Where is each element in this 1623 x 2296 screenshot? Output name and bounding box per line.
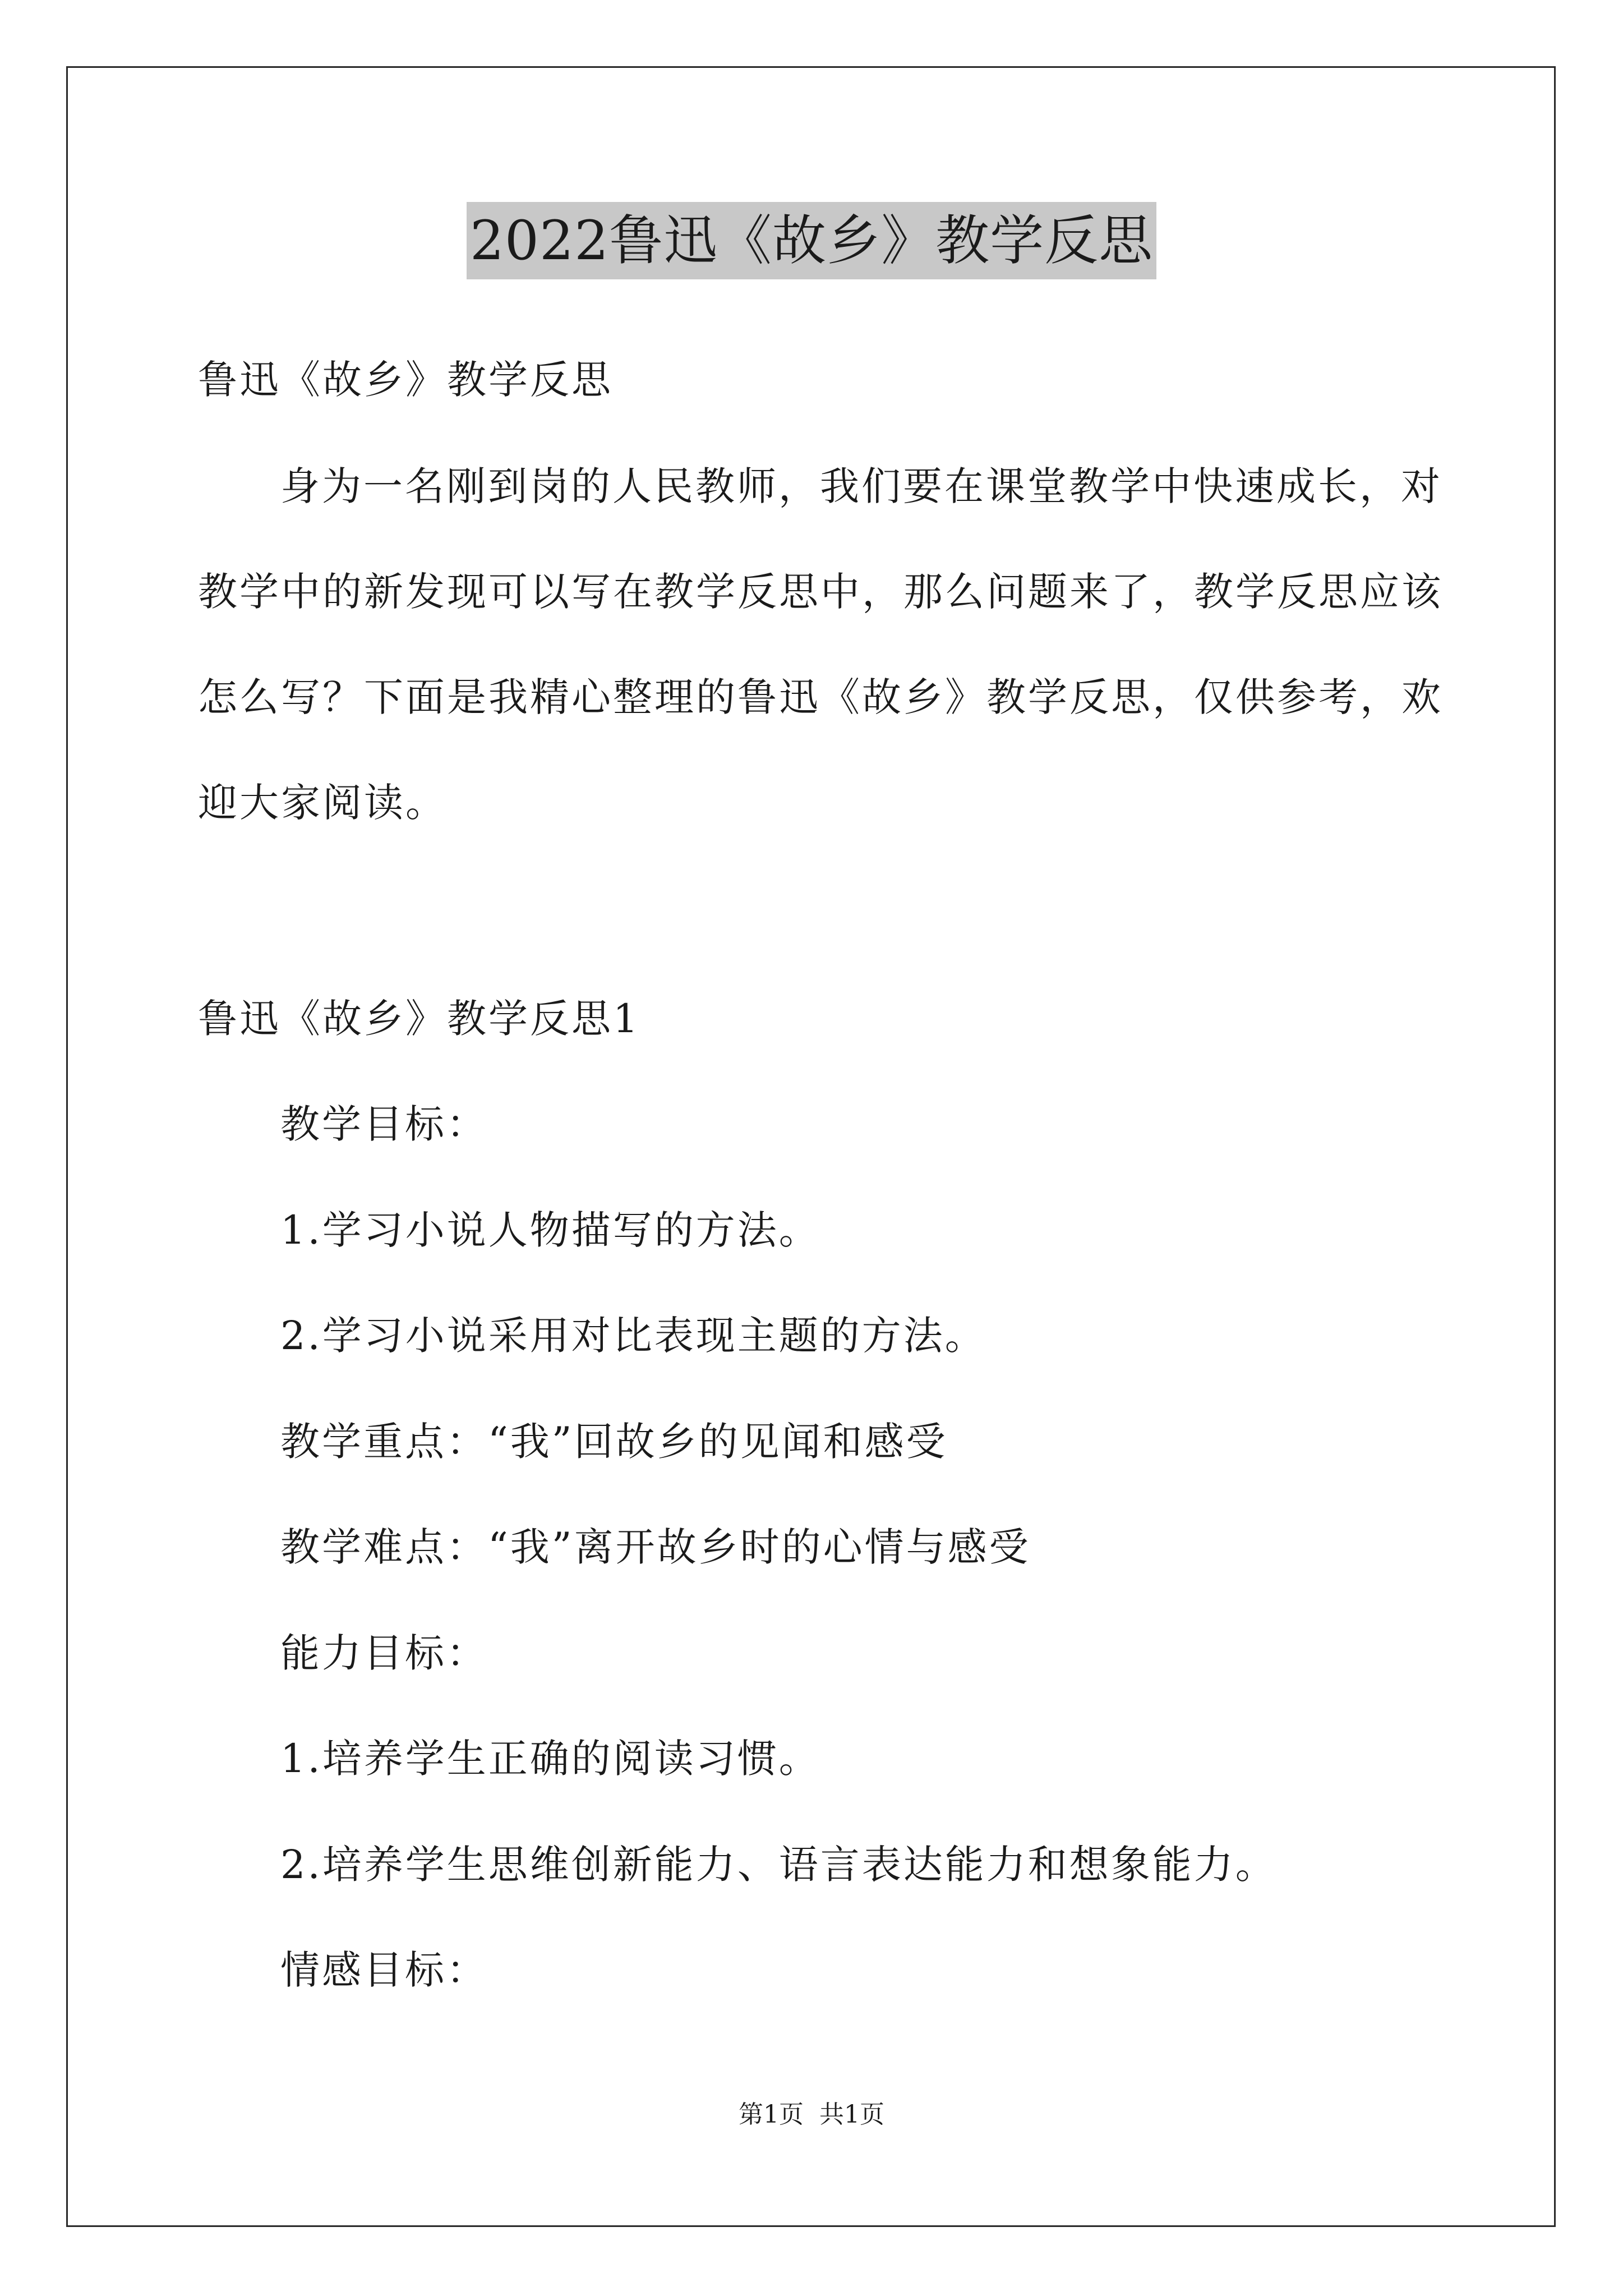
document-subtitle: 鲁迅《故乡》教学反思 — [198, 357, 613, 403]
document-title-text: 2022鲁迅《故乡》教学反思 — [467, 202, 1156, 279]
intro-line-4: 迎大家阅读。 — [198, 780, 447, 826]
page-number-total: 共1页 — [819, 2100, 884, 2129]
paragraph-goal-1: 1.学习小说人物描写的方法。 — [280, 1207, 820, 1253]
paragraph-ability-goals: 能力目标： — [280, 1630, 488, 1676]
page-number-current: 第1页 — [739, 2100, 804, 2129]
section-heading: 鲁迅《故乡》教学反思1 — [198, 996, 640, 1042]
intro-line-3: 怎么写？下面是我精心整理的鲁迅《故乡》教学反思，仅供参考，欢 — [198, 674, 1443, 720]
paragraph-emotion-goals: 情感目标： — [280, 1947, 488, 1993]
document-title — [0, 202, 1623, 279]
paragraph-difficulty: 教学难点：“我”离开故乡时的心情与感受 — [280, 1524, 1031, 1570]
paragraph-key-point: 教学重点：“我”回故乡的见闻和感受 — [280, 1419, 948, 1465]
intro-line-2: 教学中的新发现可以写在教学反思中，那么问题来了，教学反思应该 — [198, 569, 1443, 615]
paragraph-ability-1: 1.培养学生正确的阅读习惯。 — [280, 1736, 820, 1782]
intro-line-1: 身为一名刚到岗的人民教师，我们要在课堂教学中快速成长，对 — [280, 463, 1442, 509]
paragraph-teaching-goals: 教学目标： — [280, 1101, 488, 1147]
paragraph-ability-2: 2.培养学生思维创新能力、语言表达能力和想象能力。 — [280, 1842, 1277, 1888]
page-footer — [0, 2098, 1623, 2132]
paragraph-goal-2: 2.学习小说采用对比表现主题的方法。 — [280, 1313, 986, 1359]
